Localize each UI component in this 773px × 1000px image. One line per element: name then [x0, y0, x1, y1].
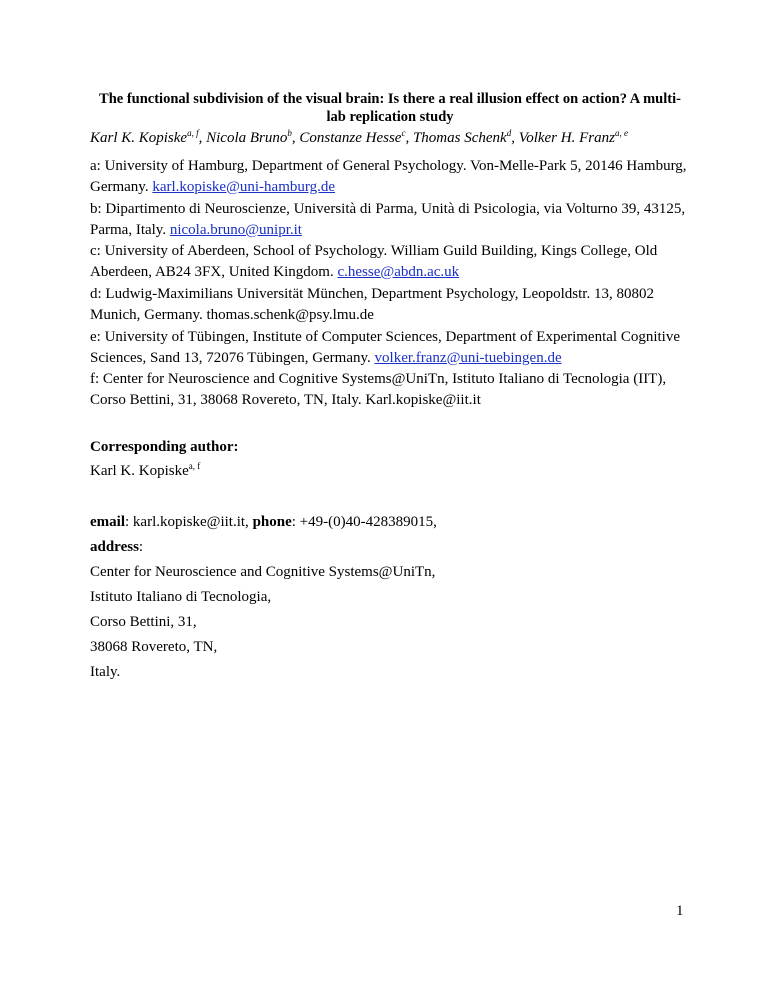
affiliation-c: c: University of Aberdeen, School of Psychology. William Guild Building, Kings College, Old Aberdeen, AB24 3FX, United Kingdom. c.hesse@abdn.ac.uk [90, 243, 658, 280]
affiliation-e: e: University of Tübingen, Institute of Computer Sciences, Department of Experimental Cognitive Sciences, Sand 13, 72076 Tübingen, Germany. volker.franz@uni-tuebingen.de [90, 329, 681, 366]
address-heading: address: [90, 539, 144, 555]
author: Nicola Bruno$^b$, [206, 128, 300, 146]
address-line: 38068 Rovereto, TN, [90, 639, 218, 655]
email-text: thomas.schenk@psy.lmu.de [206, 306, 374, 323]
corresponding-heading: Corresponding author: [90, 439, 239, 455]
page-number: 1 [676, 903, 684, 919]
author-list [90, 128, 690, 148]
address-line: Corso Bettini, 31, [90, 614, 197, 630]
affiliation-d: d: Ludwig-Maximilians Universität München, Department Psychology, Leopoldstr. 13, 80802 Munich, Germany. thomas.schenk@psy.lmu.de [90, 286, 654, 323]
address-line: Istituto Italiano di Tecnologia, [90, 589, 272, 605]
author: Constanze Hesse$^c$, [299, 128, 413, 146]
corresponding-name: Karl K. Kopiske$^{a, f}$ [90, 461, 201, 479]
email-link[interactable]: nicola.bruno@unipr.it [169, 221, 302, 238]
contact-line: email: karl.kopiske@iit.it, phone: +49-(0)40-428389015, [90, 514, 437, 530]
affiliation-f: f: Center for Neuroscience and Cognitive Systems@UniTn, Istituto Italiano di Tecnologia (IIT), Corso Bettini, 31, 38068 Rovereto, TN, Italy. Karl.kopiske@iit.it [90, 371, 667, 408]
paper-title: The functional subdivision of the visual brain: Is there a real illusion effect on action? A multi-lab replication study [99, 91, 681, 125]
author: Karl K. Kopiske$^{a, f}$, [90, 128, 207, 146]
email-text: Karl.kopiske@iit.it [365, 391, 481, 408]
email-link[interactable]: c.hesse@abdn.ac.uk [337, 263, 460, 280]
author: Thomas Schenk$^d$, [412, 128, 519, 146]
address-line: Italy. [90, 664, 121, 680]
author: Volker H. Franz$^{a, e}$ [518, 128, 628, 146]
email-link[interactable]: karl.kopiske@uni-hamburg.de [152, 178, 336, 195]
affiliation-b: b: Dipartimento di Neuroscienze, Università di Parma, Unità di Psicologia, via Volturno 39, 43125, Parma, Italy. nicola.bruno@unipr.it [90, 201, 686, 238]
affiliation-a: a: University of Hamburg, Department of General Psychology. Von-Melle-Park 5, 20146 Hamburg, Germany. karl.kopiske@uni-hamburg.de [90, 158, 687, 195]
address-line: Center for Neuroscience and Cognitive Systems@UniTn, [90, 564, 436, 580]
email-link[interactable]: volker.franz@uni-tuebingen.de [374, 349, 562, 366]
